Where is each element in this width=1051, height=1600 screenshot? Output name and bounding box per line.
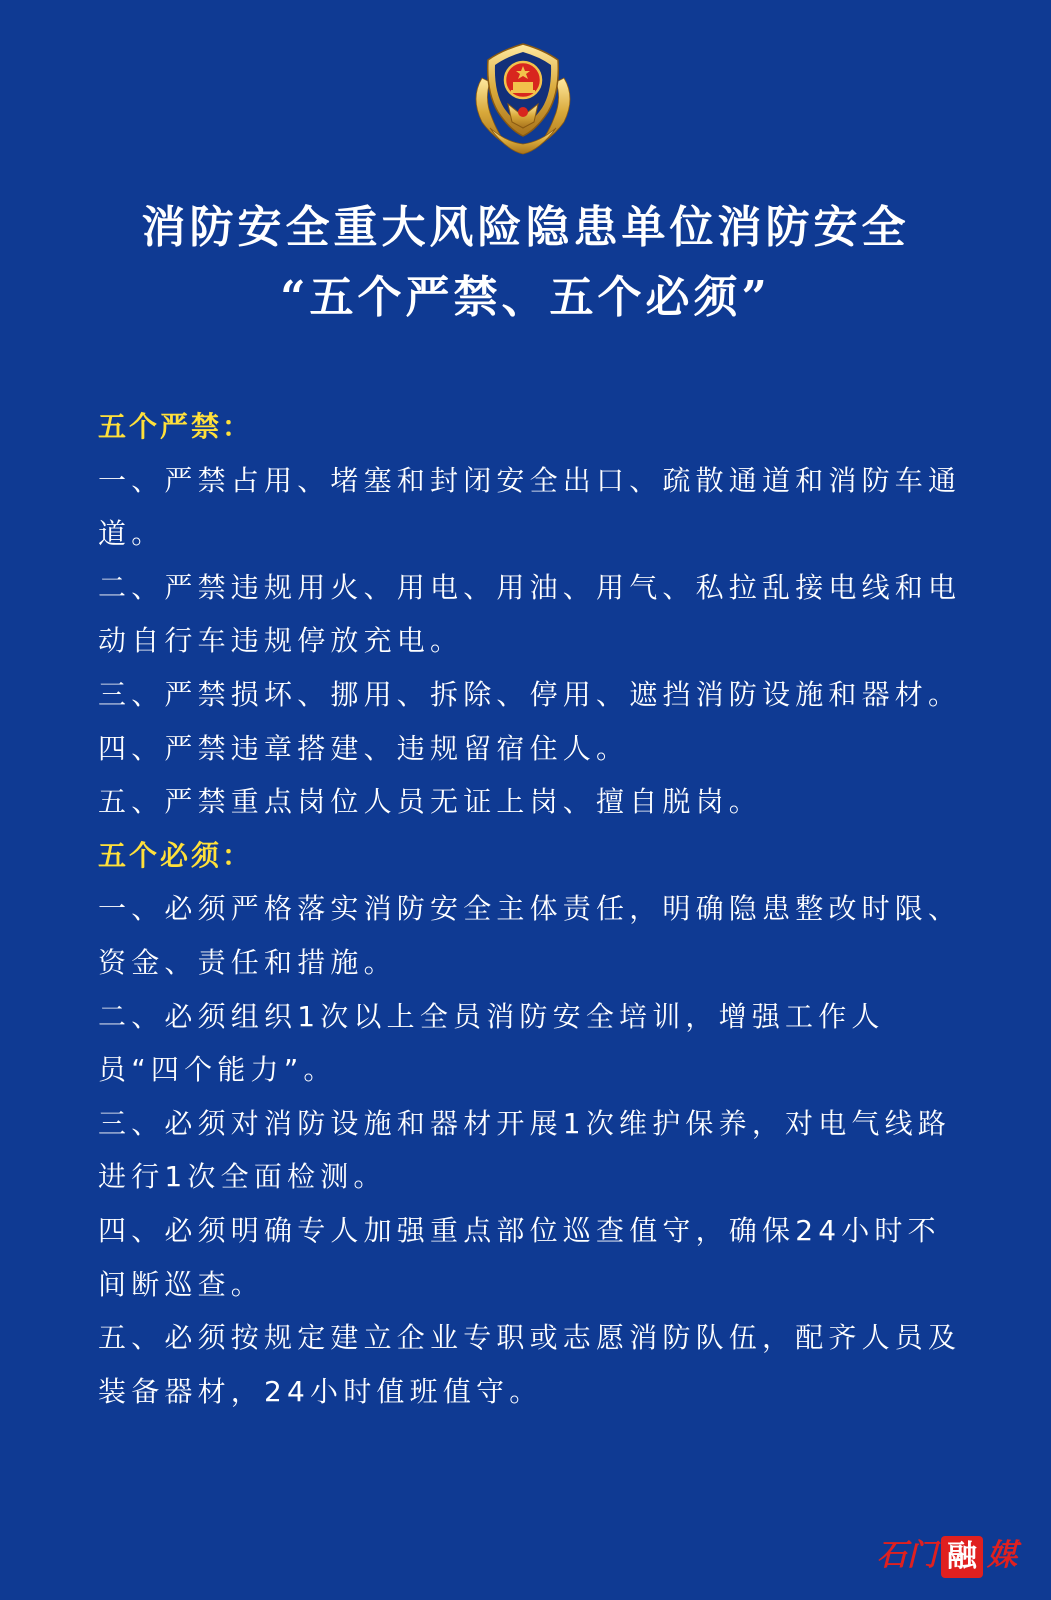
prohibition-item: 三、严禁损坏、挪用、拆除、停用、遮挡消防设施和器材。 (98, 677, 962, 711)
requirement-item: 二、必须组织1次以上全员消防安全培训，增强工作人员“四个能力”。 (98, 999, 885, 1087)
fire-rescue-emblem-icon (468, 38, 578, 156)
requirement-item: 三、必须对消防设施和器材开展1次维护保养，对电气线路进行1次全面检测。 (98, 1106, 952, 1194)
logo-text-part2: 媒 (987, 1538, 1017, 1573)
requirement-item: 四、必须明确专人加强重点部位巡查值守，确保24小时不间断巡查。 (98, 1213, 941, 1301)
prohibition-item: 一、严禁占用、堵塞和封闭安全出口、疏散通道和消防车通道。 (98, 463, 962, 551)
logo-box (941, 1536, 983, 1578)
prohibition-item: 五、严禁重点岗位人员无证上岗、擅自脱岗。 (98, 785, 763, 819)
requirement-item: 一、必须严格落实消防安全主体责任，明确隐患整改时限、资金、责任和措施。 (98, 892, 962, 979)
requirement-item: 五、必须按规定建立企业专职或志愿消防队伍，配齐人员及装备器材，24小时值班值守。 (98, 1321, 962, 1408)
logo-text-boxed: 融 (947, 1539, 977, 1574)
media-logo (877, 1530, 1029, 1582)
prohibition-item: 二、严禁违规用火、用电、用油、用气、私拉乱接电线和电动自行车违规停放充电。 (98, 570, 962, 658)
page-title-line1: 消防安全重大风险隐患单位消防安全 (141, 202, 910, 253)
logo-text-part1: 石门 (877, 1538, 937, 1573)
section-heading-requirements: 五个必须： (98, 838, 254, 872)
prohibition-item: 四、严禁违章搭建、违规留宿住人。 (98, 731, 630, 765)
notice-content (98, 400, 968, 1418)
section-heading-prohibitions: 五个严禁： (98, 410, 254, 443)
page-title-line2: “五个严禁、五个必须” (280, 272, 771, 323)
